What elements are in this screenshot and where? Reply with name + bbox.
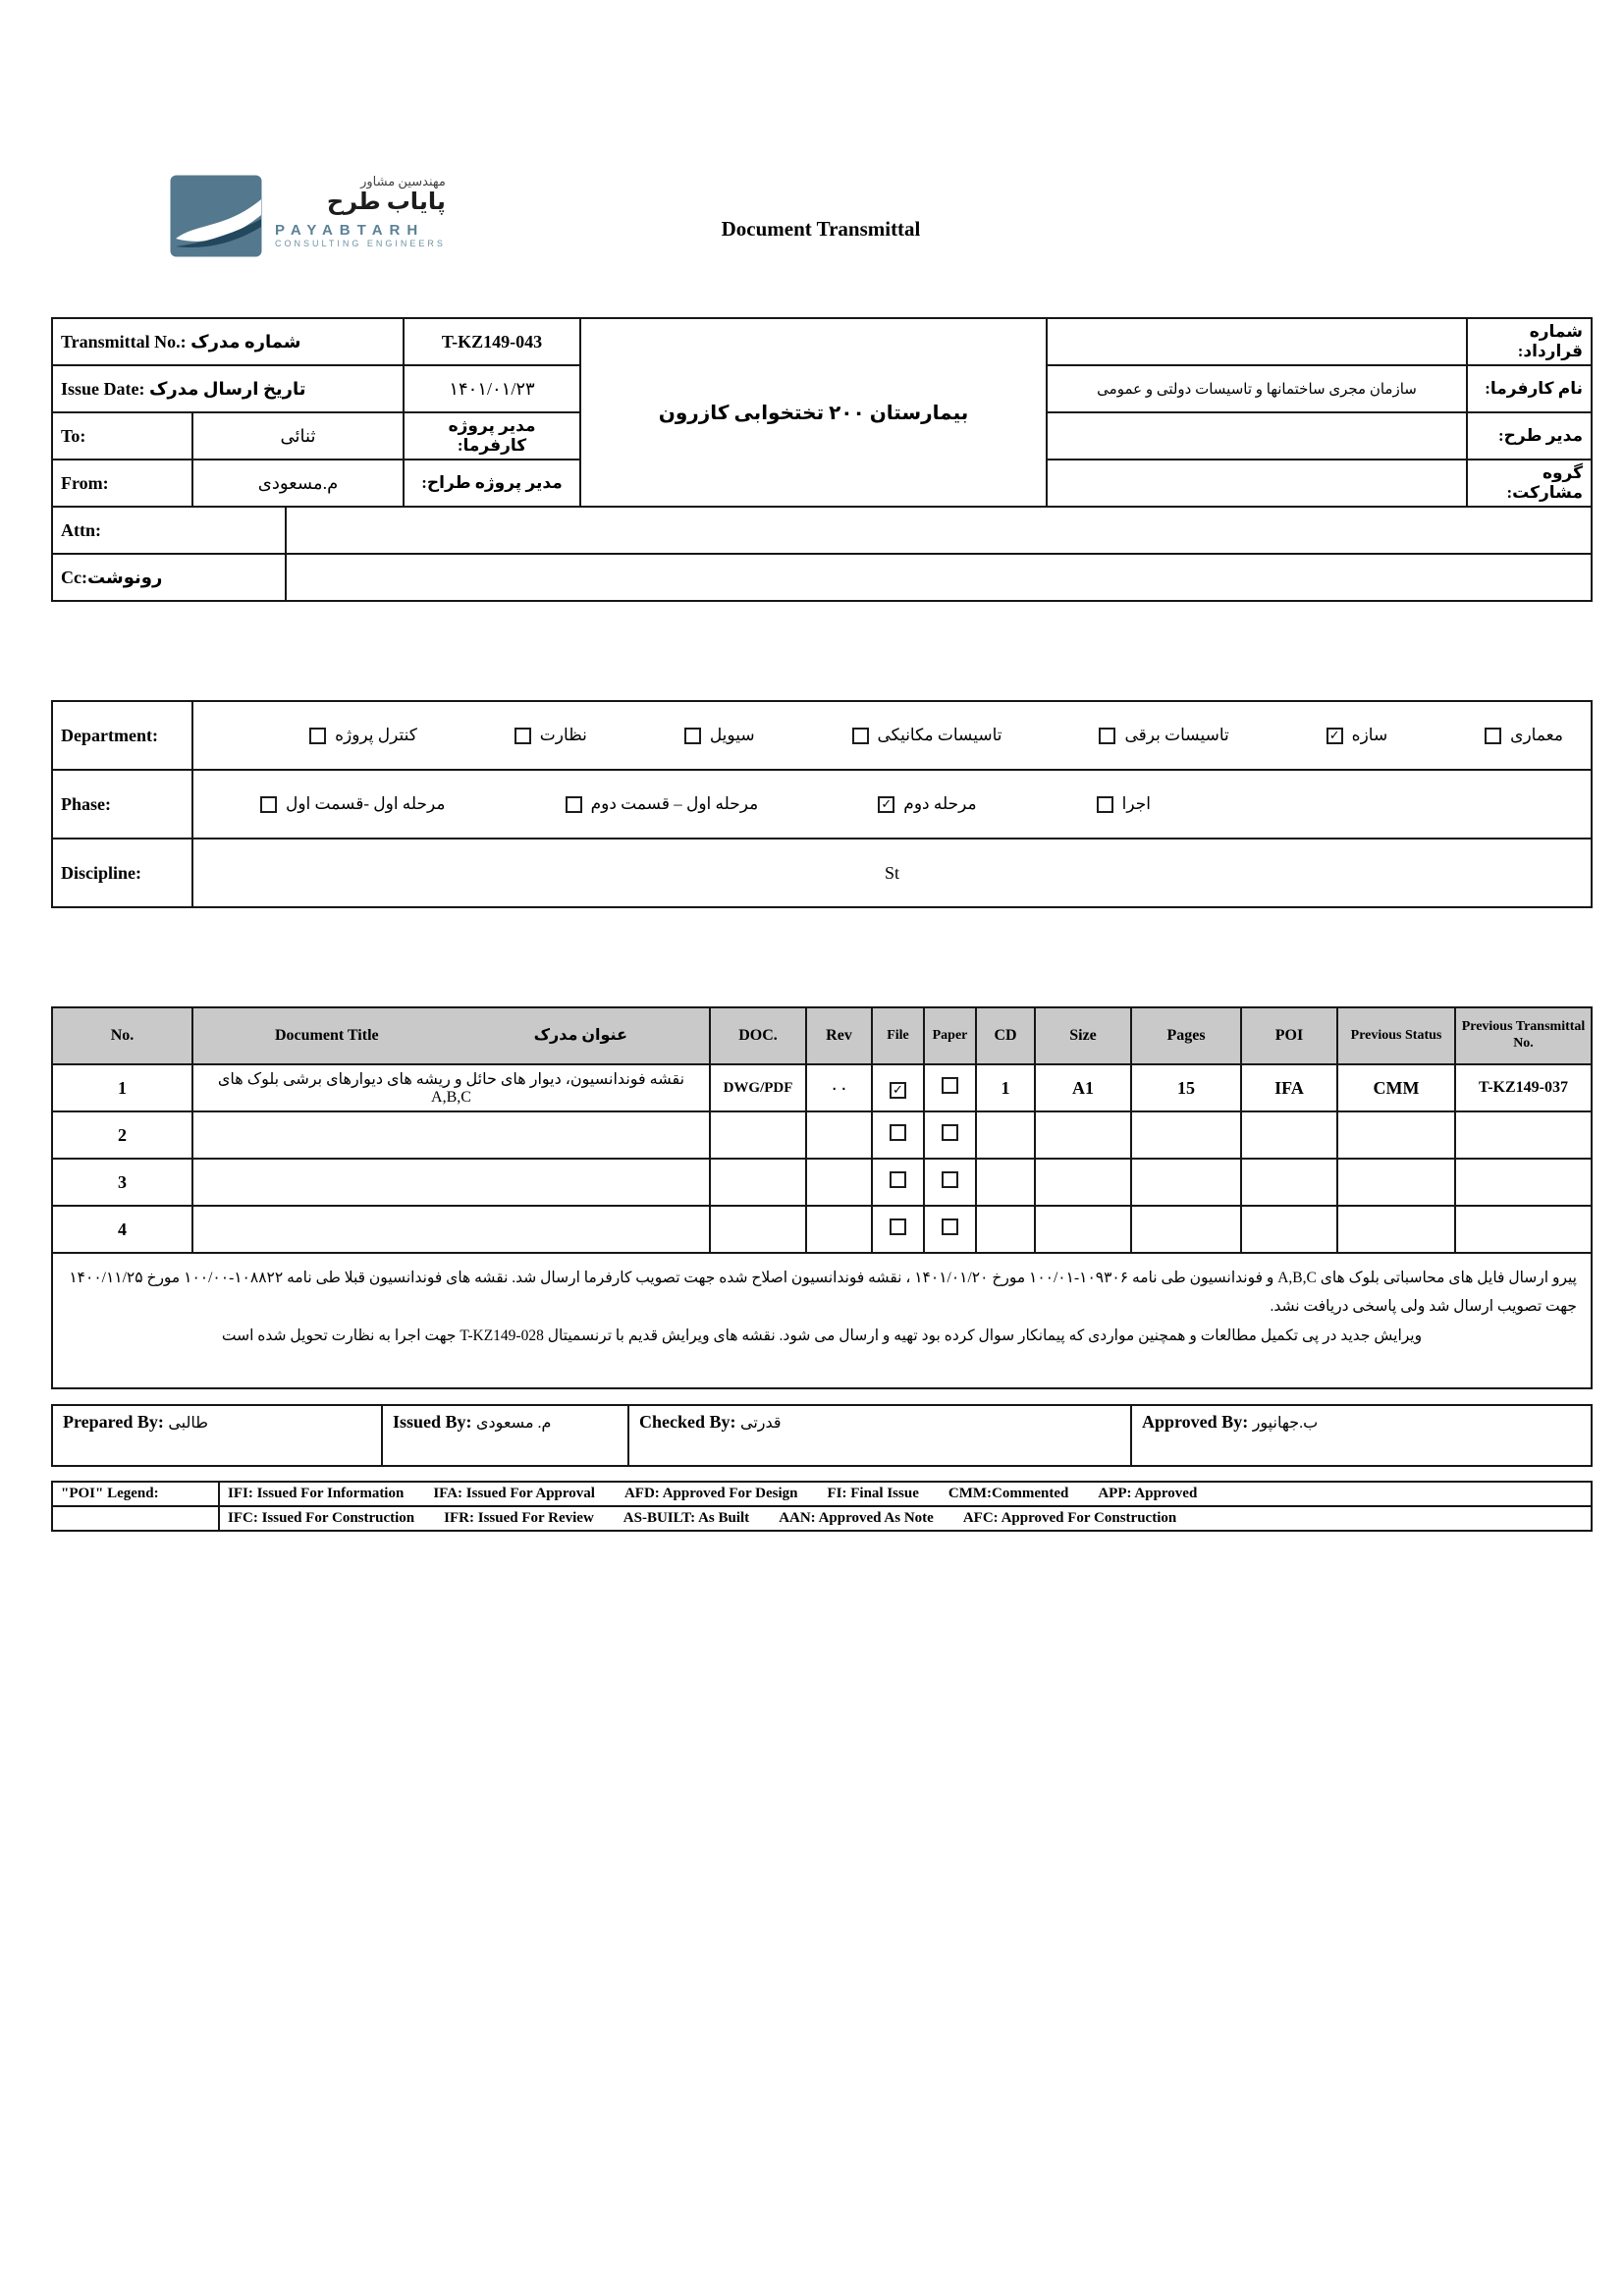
discipline-label: Discipline: <box>52 839 192 907</box>
legend-ifr: IFR: Issued For Review <box>444 1510 594 1526</box>
issue-date-value: ۱۴۰۱/۰۱/۲۳ <box>404 365 580 412</box>
cc-label-fa: رونوشت <box>86 567 163 587</box>
row3-rev <box>806 1159 872 1206</box>
row3-size <box>1035 1159 1131 1206</box>
row2-title <box>192 1111 710 1159</box>
row1-doc: DWG/PDF <box>710 1064 806 1111</box>
legend-asbuilt: AS-BUILT: As Built <box>623 1510 750 1526</box>
notes-row <box>52 1253 1592 1388</box>
phase-checkbox-stage1-part2[interactable] <box>566 796 582 813</box>
classification-table <box>51 700 1593 908</box>
dept-label-mechanical: تاسیسات مکانیکی <box>877 726 1002 744</box>
legend-app: APP: Approved <box>1098 1486 1198 1501</box>
row1-rev: ۰۰ <box>806 1064 872 1111</box>
phase-options <box>201 794 1583 814</box>
prepared-by-name: طالبی <box>168 1415 208 1432</box>
row4-file-checkbox[interactable] <box>890 1218 906 1235</box>
project-name: بیمارستان ۲۰۰ تختخوابی کازرون <box>580 318 1047 507</box>
dept-option-mechanical <box>852 726 1002 745</box>
row4-doc <box>710 1206 806 1253</box>
row1-poi: IFA <box>1241 1064 1337 1111</box>
cc-label-cell <box>52 554 286 601</box>
dept-option-supervision <box>514 726 587 745</box>
legend-afc: AFC: Approved For Construction <box>962 1510 1177 1526</box>
dept-label-project-control: کنترل پروژه <box>335 726 417 744</box>
row2-prev-status <box>1337 1111 1455 1159</box>
row3-cd <box>976 1159 1035 1206</box>
partnership-value <box>1047 460 1467 507</box>
cc-label-en: Cc: <box>61 567 87 587</box>
prepared-by-cell <box>52 1405 382 1466</box>
document-row-2 <box>52 1111 1592 1159</box>
approved-by-label: Approved By: <box>1142 1412 1249 1432</box>
row3-no: 3 <box>52 1159 192 1206</box>
company-logo <box>169 174 446 258</box>
row1-no: 1 <box>52 1064 192 1111</box>
signatures-table <box>51 1404 1593 1467</box>
phase-checkbox-stage1-part1[interactable] <box>260 796 277 813</box>
phase-options-cell <box>192 770 1592 839</box>
phase-label: Phase: <box>52 770 192 839</box>
document-row-4 <box>52 1206 1592 1253</box>
phase-option-stage2 <box>878 794 976 814</box>
row4-paper-cell <box>924 1206 976 1253</box>
col-header-cd: CD <box>976 1007 1035 1064</box>
phase-label-stage1-part1: مرحله اول -قسمت اول <box>286 794 446 813</box>
row3-file-checkbox[interactable] <box>890 1171 906 1188</box>
row1-file-cell <box>872 1064 924 1111</box>
document-row-3 <box>52 1159 1592 1206</box>
issued-by-cell <box>382 1405 628 1466</box>
col-header-size: Size <box>1035 1007 1131 1064</box>
col-header-prev-transmittal: Previous Transmittal No. <box>1455 1007 1592 1064</box>
dept-option-civil <box>684 726 755 745</box>
row4-prev-status <box>1337 1206 1455 1253</box>
phase-checkbox-stage2[interactable]: ✓ <box>878 796 894 813</box>
page-title: Document Transmittal <box>721 217 921 241</box>
legend-fi: FI: Final Issue <box>827 1486 919 1501</box>
dept-option-electrical <box>1099 726 1228 745</box>
legend-ifi: IFI: Issued For Information <box>228 1486 405 1501</box>
dept-checkbox-supervision[interactable] <box>514 728 531 744</box>
dept-label-architecture: معماری <box>1510 726 1563 744</box>
documents-table <box>51 1006 1593 1389</box>
department-options <box>201 726 1583 745</box>
row2-poi <box>1241 1111 1337 1159</box>
client-name-value: سازمان مجری ساختمانها و تاسیسات دولتی و عمومی <box>1047 365 1467 412</box>
from-label: From: <box>52 460 192 507</box>
page-header <box>51 174 1591 317</box>
poi-legend-row1 <box>219 1482 1592 1506</box>
attn-label: Attn: <box>61 519 101 540</box>
phase-checkbox-execution[interactable] <box>1097 796 1113 813</box>
row4-poi <box>1241 1206 1337 1253</box>
dept-checkbox-civil[interactable] <box>684 728 701 744</box>
checked-by-cell <box>628 1405 1131 1466</box>
row1-paper-cell <box>924 1064 976 1111</box>
poi-legend-row2 <box>219 1506 1592 1531</box>
logo-en-subtitle: CONSULTING ENGINEERS <box>275 239 446 248</box>
row1-prev-transmittal: T-KZ149-037 <box>1455 1064 1592 1111</box>
phase-option-stage1-part1 <box>260 794 446 814</box>
discipline-value: St <box>192 839 1592 907</box>
transmittal-no-label-cell <box>52 318 404 365</box>
col-header-poi: POI <box>1241 1007 1337 1064</box>
dept-option-structure <box>1326 726 1388 745</box>
col-header-pages: Pages <box>1131 1007 1241 1064</box>
dept-option-project-control <box>309 726 417 745</box>
row2-file-cell <box>872 1111 924 1159</box>
checked-by-name: قدرتی <box>740 1415 782 1432</box>
row2-rev <box>806 1111 872 1159</box>
row4-paper-checkbox[interactable] <box>942 1218 958 1235</box>
designer-pm-label: مدیر پروژه طراح: <box>404 460 580 507</box>
notes-line-1: پیرو ارسال فایل های محاسباتی بلوک های A,B,C و فوندانسیون طی نامه ۱۰۹۳۰۶-۱۰۰/۰۱ مورخ ۱۴۰۱/۰۱/۲۰ ، نقشه فوندانسیون اصلاح شده جهت تصویب کارفرما ارسال شد. نقشه های فوندانسیون قبلا طی نامه ۱۰۸۸۲۲-۱۰۰/۰۰ مورخ ۱۴۰۰/۱۱/۲۵ جهت تصویب ارسال شد ولی پاسخی دریافت نشد. <box>69 1270 1577 1316</box>
document-row-1 <box>52 1064 1592 1111</box>
dept-checkbox-structure[interactable]: ✓ <box>1326 728 1343 744</box>
row2-file-checkbox[interactable] <box>890 1124 906 1141</box>
row4-rev <box>806 1206 872 1253</box>
phase-option-execution <box>1097 794 1151 814</box>
poi-legend-table <box>51 1481 1593 1532</box>
row4-title <box>192 1206 710 1253</box>
phase-option-stage1-part2 <box>566 794 759 814</box>
to-label: To: <box>52 412 192 460</box>
legend-cmm: CMM:Commented <box>947 1486 1069 1501</box>
issue-date-label-en: Issue Date: <box>61 378 145 399</box>
logo-mark-icon <box>169 174 263 258</box>
col-header-title <box>192 1007 710 1064</box>
col-header-title-fa: عنوان مدرک <box>533 1027 627 1045</box>
logo-fa-tagline: مهندسین مشاور <box>360 174 446 189</box>
client-pm-label: مدیر پروژه کارفرما: <box>404 412 580 460</box>
row2-prev-transmittal <box>1455 1111 1592 1159</box>
row2-cd <box>976 1111 1035 1159</box>
row1-title: نقشه فوندانسیون، دیوار های حائل و ریشه های دیوارهای برشی بلوک های A,B,C <box>192 1064 710 1111</box>
attn-value <box>286 507 1592 554</box>
prepared-by-label: Prepared By: <box>63 1412 164 1432</box>
row1-size: A1 <box>1035 1064 1131 1111</box>
department-label: Department: <box>52 701 192 770</box>
from-name-value: م.مسعودی <box>192 460 404 507</box>
checked-by-label: Checked By: <box>639 1412 736 1432</box>
issued-by-label: Issued By: <box>393 1412 472 1432</box>
notes-line-2: ویرایش جدید در پی تکمیل مطالعات و همچنین مواردی که پیمانکار سوال کرده بود تهیه و ارسال می شود. نقشه های ویرایش قدیم با ترنسمیتال T-KZ149-028 جهت اجرا به نظارت تحویل شده است <box>221 1326 1423 1344</box>
row3-file-cell <box>872 1159 924 1206</box>
row1-paper-checkbox[interactable] <box>942 1077 958 1094</box>
row4-size <box>1035 1206 1131 1253</box>
attn-label-cell <box>52 507 286 554</box>
phase-label-execution: اجرا <box>1121 794 1151 813</box>
row2-paper-cell <box>924 1111 976 1159</box>
col-header-file: File <box>872 1007 924 1064</box>
row4-file-cell <box>872 1206 924 1253</box>
to-name-value: ثنائی <box>192 412 404 460</box>
dept-label-structure: سازه <box>1351 726 1388 744</box>
row2-pages <box>1131 1111 1241 1159</box>
legend-ifc: IFC: Issued For Construction <box>228 1510 415 1526</box>
row1-file-checkbox[interactable]: ✓ <box>890 1082 906 1099</box>
dept-option-architecture <box>1485 726 1563 745</box>
poi-legend-title: "POI" Legend: <box>52 1482 219 1506</box>
row2-size <box>1035 1111 1131 1159</box>
issue-date-label-cell <box>52 365 404 412</box>
phase-label-stage1-part2: مرحله اول – قسمت دوم <box>590 794 759 813</box>
dept-label-supervision: نظارت <box>539 726 587 744</box>
dept-label-civil: سیویل <box>709 726 755 744</box>
legend-afd: AFD: Approved For Design <box>623 1486 798 1501</box>
dept-checkbox-architecture[interactable] <box>1485 728 1501 744</box>
department-options-cell <box>192 701 1592 770</box>
row2-paper-checkbox[interactable] <box>942 1124 958 1141</box>
contract-no-value <box>1047 318 1467 365</box>
issue-date-label-fa: تاریخ ارسال مدرک <box>149 378 306 399</box>
row3-paper-cell <box>924 1159 976 1206</box>
transmittal-no-label-fa: شماره مدرک <box>190 331 301 352</box>
row2-no: 2 <box>52 1111 192 1159</box>
col-header-title-en: Document Title <box>275 1027 379 1045</box>
row3-pages <box>1131 1159 1241 1206</box>
row3-prev-status <box>1337 1159 1455 1206</box>
dept-label-electrical: تاسیسات برقی <box>1124 726 1229 744</box>
col-header-no: No. <box>52 1007 192 1064</box>
partnership-label: گروه مشارکت: <box>1467 460 1592 507</box>
phase-label-stage2: مرحله دوم <box>903 794 977 813</box>
col-header-doc: DOC. <box>710 1007 806 1064</box>
design-manager-label: مدیر طرح: <box>1467 412 1592 460</box>
design-manager-value <box>1047 412 1467 460</box>
legend-aan: AAN: Approved As Note <box>779 1510 934 1526</box>
row3-prev-transmittal <box>1455 1159 1592 1206</box>
legend-ifa: IFA: Issued For Approval <box>433 1486 595 1501</box>
approved-by-name: ب.جهانپور <box>1252 1415 1319 1432</box>
approved-by-cell <box>1131 1405 1592 1466</box>
logo-fa-name: پایاب طرح <box>326 190 446 215</box>
row3-title <box>192 1159 710 1206</box>
dept-checkbox-mechanical[interactable] <box>852 728 869 744</box>
notes-cell <box>52 1253 1592 1388</box>
client-name-label: نام کارفرما: <box>1467 365 1592 412</box>
dept-checkbox-electrical[interactable] <box>1099 728 1115 744</box>
row4-no: 4 <box>52 1206 192 1253</box>
row3-paper-checkbox[interactable] <box>942 1171 958 1188</box>
logo-en-name: PAYABTARH <box>275 222 425 239</box>
row2-doc <box>710 1111 806 1159</box>
row1-pages: 15 <box>1131 1064 1241 1111</box>
dept-checkbox-project-control[interactable] <box>309 728 326 744</box>
cc-value <box>286 554 1592 601</box>
row4-prev-transmittal <box>1455 1206 1592 1253</box>
transmittal-info-table <box>51 317 1593 602</box>
transmittal-no-value: T-KZ149-043 <box>404 318 580 365</box>
row3-poi <box>1241 1159 1337 1206</box>
col-header-paper: Paper <box>924 1007 976 1064</box>
row1-prev-status: CMM <box>1337 1064 1455 1111</box>
row4-pages <box>1131 1206 1241 1253</box>
row4-cd <box>976 1206 1035 1253</box>
col-header-rev: Rev <box>806 1007 872 1064</box>
poi-legend-title-spacer <box>52 1506 219 1531</box>
col-header-prev-status: Previous Status <box>1337 1007 1455 1064</box>
row1-cd: 1 <box>976 1064 1035 1111</box>
transmittal-no-label-en: Transmittal No.: <box>61 331 187 352</box>
contract-no-label: شماره قرارداد: <box>1467 318 1592 365</box>
row3-doc <box>710 1159 806 1206</box>
issued-by-name: م. مسعودی <box>476 1415 552 1432</box>
